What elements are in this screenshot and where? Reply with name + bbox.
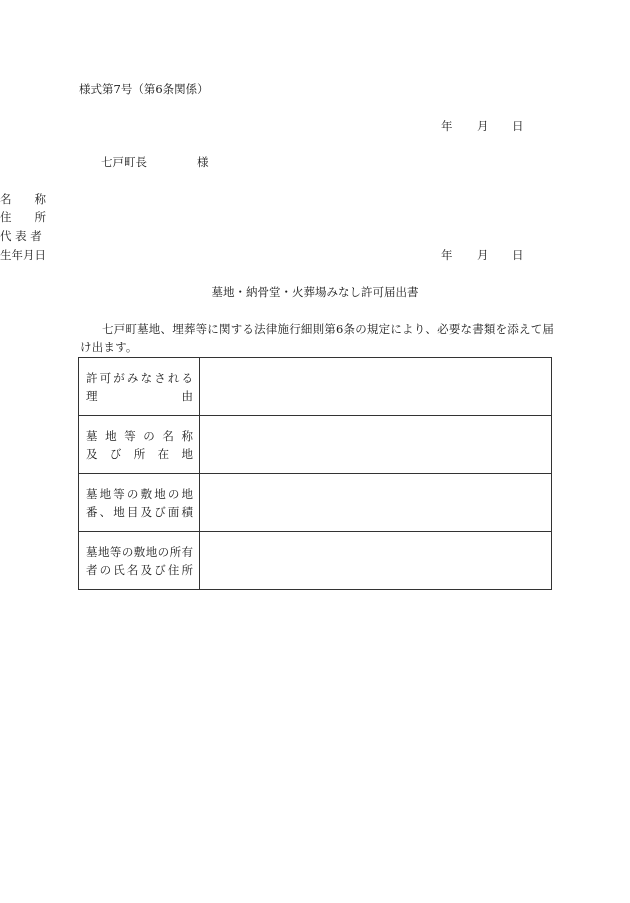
- label-text: 及 び 所 在 地: [86, 446, 193, 461]
- row-value-field[interactable]: [200, 532, 552, 590]
- label-text: 理 由: [86, 388, 193, 403]
- row-label: [79, 474, 200, 532]
- birth-month-label: 月: [477, 248, 489, 262]
- row-value-field[interactable]: [200, 416, 552, 474]
- label-line: [79, 427, 199, 445]
- table-row: [79, 416, 552, 474]
- date-day-label: 日: [512, 119, 524, 133]
- birth-day-label: 日: [512, 248, 524, 262]
- form-number: 様式第7号（第6条関係）: [79, 82, 209, 96]
- label-text: 墓 地 等 の 敷 地 の 地: [86, 486, 193, 501]
- form-table: [78, 357, 552, 590]
- row-value-field[interactable]: [200, 358, 552, 416]
- label-text: 番 、 地 目 及 び 面 積: [86, 504, 193, 519]
- label-text: 墓 地 等 の 名 称: [86, 428, 193, 443]
- applicant-address-label: 住 所: [0, 210, 46, 224]
- addressee-honorific: 様: [197, 155, 209, 169]
- label-text: 墓 地 等 の 敷 地 の 所 有: [86, 544, 193, 559]
- label-line: [79, 445, 199, 463]
- applicant-name-label: 名 称: [0, 192, 46, 206]
- label-line: [79, 561, 199, 579]
- date-month-label: 月: [477, 119, 489, 133]
- label-line: [79, 387, 199, 405]
- label-line: [79, 369, 199, 387]
- label-text: 許 可 が み な さ れ る: [86, 370, 193, 385]
- row-label: [79, 532, 200, 590]
- addressee-title: 七戸町長: [101, 155, 147, 169]
- table-row: [79, 532, 552, 590]
- applicant-birthdate-label: 生年月日: [0, 248, 46, 262]
- row-label: [79, 416, 200, 474]
- body-text: 七戸町墓地、埋葬等に関する法律施行細則第6条の規定により、必要な書類を添えて届け出ます。: [80, 322, 555, 354]
- applicant-representative-label: 代 表 者: [0, 229, 42, 243]
- row-value-field[interactable]: [200, 474, 552, 532]
- table-row: [79, 474, 552, 532]
- label-line: [79, 503, 199, 521]
- birth-year-label: 年: [441, 248, 453, 262]
- label-text: 者 の 氏 名 及 び 住 所: [86, 562, 193, 577]
- label-line: [79, 543, 199, 561]
- document-title: 墓地・納骨堂・火葬場みなし許可届出書: [211, 285, 419, 299]
- row-label: [79, 358, 200, 416]
- table-row: [79, 358, 552, 416]
- date-year-label: 年: [441, 119, 453, 133]
- label-line: [79, 485, 199, 503]
